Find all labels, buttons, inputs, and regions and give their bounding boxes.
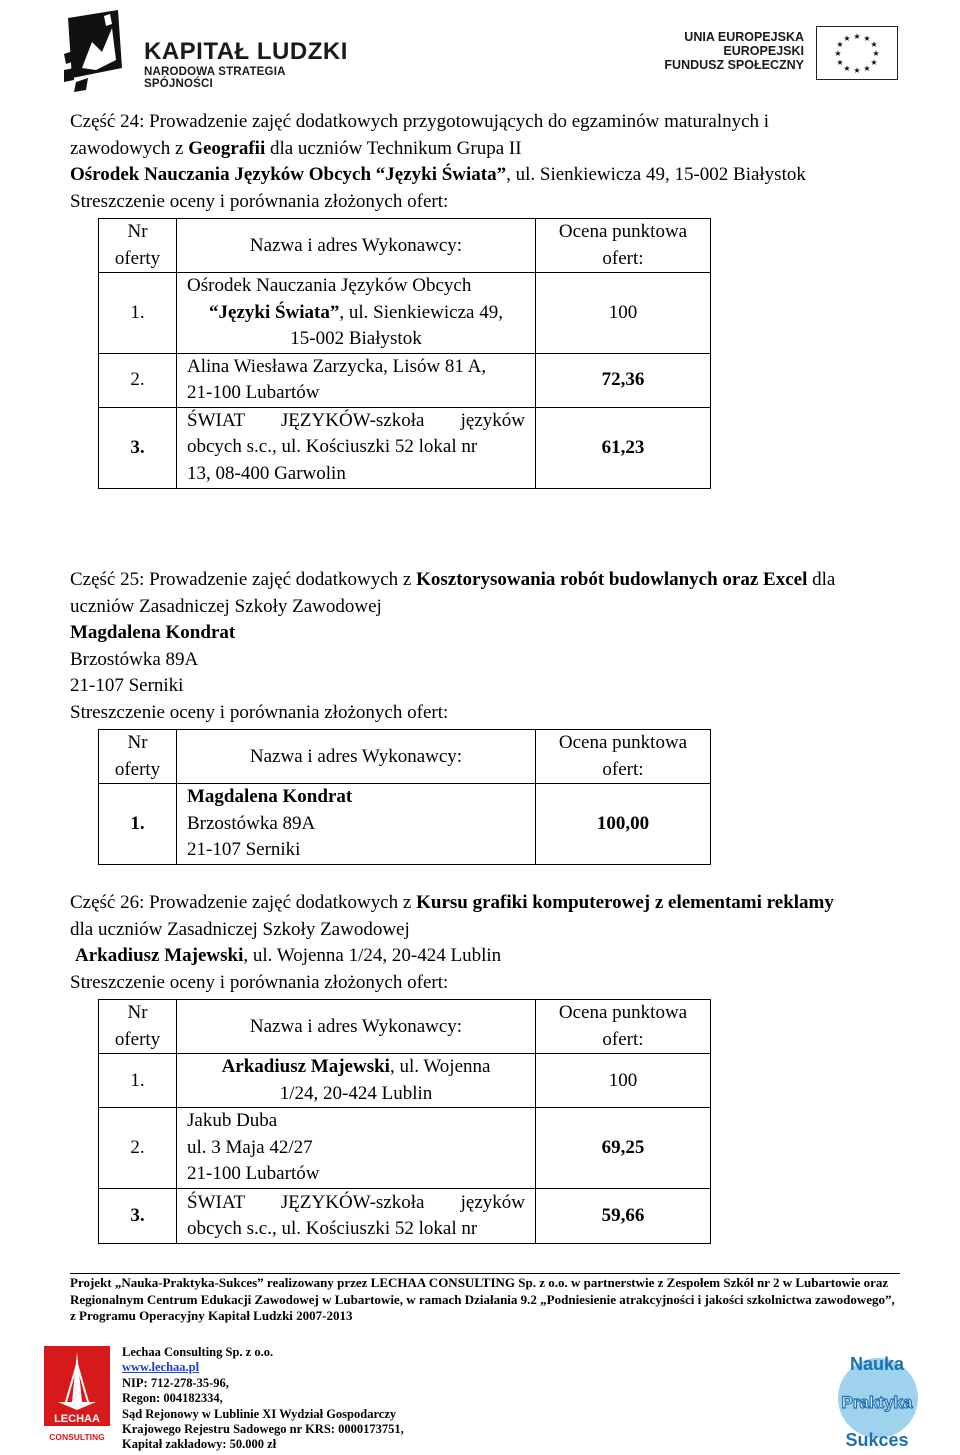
table-row bbox=[99, 273, 711, 354]
svg-text:★: ★ bbox=[843, 34, 851, 43]
svg-text:★: ★ bbox=[863, 64, 871, 73]
row-score: 100,00 bbox=[536, 784, 711, 865]
table-header-row bbox=[99, 219, 711, 273]
table-row bbox=[99, 353, 711, 407]
table-row bbox=[99, 1189, 711, 1244]
row-name: Arkadiusz Majewski, ul. Wojenna 1/24, 20-424 Lublin bbox=[177, 1054, 536, 1108]
eu-flag-icon bbox=[816, 26, 898, 80]
part-25-title-line-1: Część 25: Prowadzenie zajęć dodatkowych z Kosztorysowania robót budowlanych oraz Excel dla bbox=[70, 569, 836, 590]
kapital-ludzki-emblem-icon bbox=[62, 8, 132, 92]
part-24-contractor: Ośrodek Nauczania Języków Obcych “Języki Świata”, ul. Sienkiewicza 49, 15-002 Białystok bbox=[70, 164, 806, 185]
svg-text:★: ★ bbox=[843, 64, 851, 73]
row-nr: 2. bbox=[99, 353, 177, 407]
part-26-intro bbox=[70, 890, 898, 996]
row-score: 69,25 bbox=[536, 1108, 711, 1189]
footer-divider bbox=[70, 1273, 900, 1274]
part-24-summary-heading: Streszczenie oceny i porównania złożonych ofert: bbox=[70, 190, 449, 212]
project-note: Projekt „Nauka-Praktyka-Sukces” realizowany przez LECHAA CONSULTING Sp. z o.o. w partnerstwie z Zespołem Szkół nr 2 w Lubartowie oraz Regionalnym Centrum Edukacji Zawodowej w Lubartowie, w ramach Działania 9.2 „Podniesienie atrakcyjności i jakości szkolnictwa zawodowego”, z Programu Operacyjny Kapitał Ludzki 2007-2013 bbox=[70, 1275, 895, 1323]
row-name: ŚWIAT JĘZYKÓW-szkoła języków obcych s.c., ul. Kościuszki 52 lokal nr 13, 08-400 Garwolin bbox=[177, 407, 536, 488]
header-name: Nazwa i adres Wykonawcy: bbox=[177, 730, 536, 784]
nps-word-2: Praktyka bbox=[841, 1393, 913, 1412]
part-26-title-line-1: Część 26: Prowadzenie zajęć dodatkowych z Kursu grafiki komputerowej z elementami reklamy bbox=[70, 892, 834, 913]
page-header bbox=[0, 0, 960, 108]
part-24-title-line-2: zawodowych z Geografii dla uczniów Technikum Grupa II bbox=[70, 137, 522, 159]
kapital-ludzki-title: KAPITAŁ LUDZKI bbox=[144, 38, 348, 65]
nps-logo-icon bbox=[832, 1346, 922, 1450]
lechaa-logo-sub: CONSULTING bbox=[49, 1432, 105, 1442]
svg-text:★: ★ bbox=[836, 40, 844, 49]
eu-logo-text bbox=[664, 30, 804, 72]
row-name: Jakub Duba ul. 3 Maja 42/27 21-100 Lubartów bbox=[177, 1108, 536, 1189]
eu-logo-line-3: FUNDUSZ SPOŁECZNY bbox=[664, 58, 804, 72]
table-row bbox=[99, 1054, 711, 1108]
part-26-summary-heading: Streszczenie oceny i porównania złożonych ofert: bbox=[70, 971, 449, 993]
eu-logo-line-1: UNIA EUROPEJSKA bbox=[684, 30, 804, 44]
row-nr: 1. bbox=[99, 273, 177, 354]
company-krs: Krajowego Rejestru Sadowego nr KRS: 0000173751, bbox=[122, 1422, 404, 1437]
row-nr: 2. bbox=[99, 1108, 177, 1189]
company-website[interactable] bbox=[122, 1360, 404, 1375]
svg-text:★: ★ bbox=[872, 49, 880, 58]
nps-word-1: Nauka bbox=[849, 1354, 905, 1374]
row-name: Ośrodek Nauczania Języków Obcych “Języki Świata”, ul. Sienkiewicza 49, 15-002 Białystok bbox=[177, 273, 536, 354]
row-nr: 3. bbox=[99, 1189, 177, 1244]
company-court: Sąd Rejonowy w Lublinie XI Wydział Gospodarczy bbox=[122, 1406, 397, 1421]
kapital-ludzki-logo bbox=[62, 8, 352, 92]
svg-text:★: ★ bbox=[853, 32, 861, 41]
part-25-title-line-2: uczniów Zasadniczej Szkoły Zawodowej bbox=[70, 595, 382, 617]
header-nr: Nr oferty bbox=[99, 1000, 177, 1054]
svg-text:★: ★ bbox=[870, 40, 878, 49]
svg-text:★: ★ bbox=[870, 58, 878, 67]
table-header-row bbox=[99, 1000, 711, 1054]
part-25-contractor: Magdalena Kondrat bbox=[70, 622, 236, 643]
row-score: 59,66 bbox=[536, 1189, 711, 1244]
eu-logo-line-2: EUROPEJSKI bbox=[723, 44, 804, 58]
row-name: ŚWIAT JĘZYKÓW-szkoła języków obcych s.c., ul. Kościuszki 52 lokal nr bbox=[177, 1189, 536, 1244]
header-name: Nazwa i adres Wykonawcy: bbox=[177, 1000, 536, 1054]
header-nr: Nr oferty bbox=[99, 730, 177, 784]
row-nr: 1. bbox=[99, 1054, 177, 1108]
header-nr: Nr oferty bbox=[99, 219, 177, 273]
kapital-ludzki-subtitle: NARODOWA STRATEGIA SPÓJNOŚCI bbox=[144, 66, 286, 90]
nps-word-3: Sukces bbox=[845, 1430, 909, 1450]
header-score: Ocena punktowa ofert: bbox=[536, 1000, 711, 1054]
header-score: Ocena punktowa ofert: bbox=[536, 730, 711, 784]
table-row bbox=[99, 407, 711, 488]
header-score: Ocena punktowa ofert: bbox=[536, 219, 711, 273]
table-header-row bbox=[99, 730, 711, 784]
row-nr: 3. bbox=[99, 407, 177, 488]
row-name: Alina Wiesława Zarzycka, Lisów 81 A, 21-100 Lubartów bbox=[177, 353, 536, 407]
row-name: Magdalena Kondrat Brzostówka 89A 21-107 Serniki bbox=[177, 784, 536, 865]
part-25-address-2: 21-107 Serniki bbox=[70, 675, 184, 696]
part-25-results-table bbox=[98, 729, 711, 865]
part-25-intro bbox=[70, 567, 898, 726]
company-info bbox=[122, 1345, 404, 1453]
row-score: 100 bbox=[536, 1054, 711, 1108]
part-24-results-table bbox=[98, 218, 711, 489]
svg-text:★: ★ bbox=[863, 34, 871, 43]
row-nr: 1. bbox=[99, 784, 177, 865]
table-row bbox=[99, 1108, 711, 1189]
row-score: 100 bbox=[536, 273, 711, 354]
part-25-address-1: Brzostówka 89A bbox=[70, 648, 199, 670]
svg-text:★: ★ bbox=[853, 66, 861, 75]
part-24-title-line-1: Część 24: Prowadzenie zajęć dodatkowych przygotowujących do egzaminów maturalnych i bbox=[70, 111, 770, 132]
part-26-results-table bbox=[98, 999, 711, 1244]
part-26-contractor: Arkadiusz Majewski, ul. Wojenna 1/24, 20-424 Lublin bbox=[75, 945, 502, 966]
company-website-link[interactable]: www.lechaa.pl bbox=[122, 1360, 200, 1375]
company-nip: NIP: 712-278-35-96, bbox=[122, 1375, 229, 1390]
part-26-title-line-2: dla uczniów Zasadniczej Szkoły Zawodowej bbox=[70, 918, 410, 940]
svg-text:★: ★ bbox=[834, 49, 842, 58]
svg-text:★: ★ bbox=[836, 58, 844, 67]
company-name: Lechaa Consulting Sp. z o.o. bbox=[122, 1345, 274, 1359]
row-score: 72,36 bbox=[536, 353, 711, 407]
company-capital: Kapitał zakładowy: 50.000 zł bbox=[122, 1437, 277, 1452]
nauka-praktyka-sukces-logo bbox=[832, 1346, 922, 1450]
lechaa-tower-icon bbox=[44, 1346, 110, 1444]
header-name: Nazwa i adres Wykonawcy: bbox=[177, 219, 536, 273]
lechaa-logo bbox=[44, 1346, 110, 1444]
lechaa-logo-text: LECHAA bbox=[54, 1413, 100, 1425]
part-24-intro bbox=[70, 109, 898, 215]
company-regon: Regon: 004182334, bbox=[122, 1391, 223, 1406]
table-row bbox=[99, 784, 711, 865]
part-25-summary-heading: Streszczenie oceny i porównania złożonych ofert: bbox=[70, 701, 449, 723]
row-score: 61,23 bbox=[536, 407, 711, 488]
